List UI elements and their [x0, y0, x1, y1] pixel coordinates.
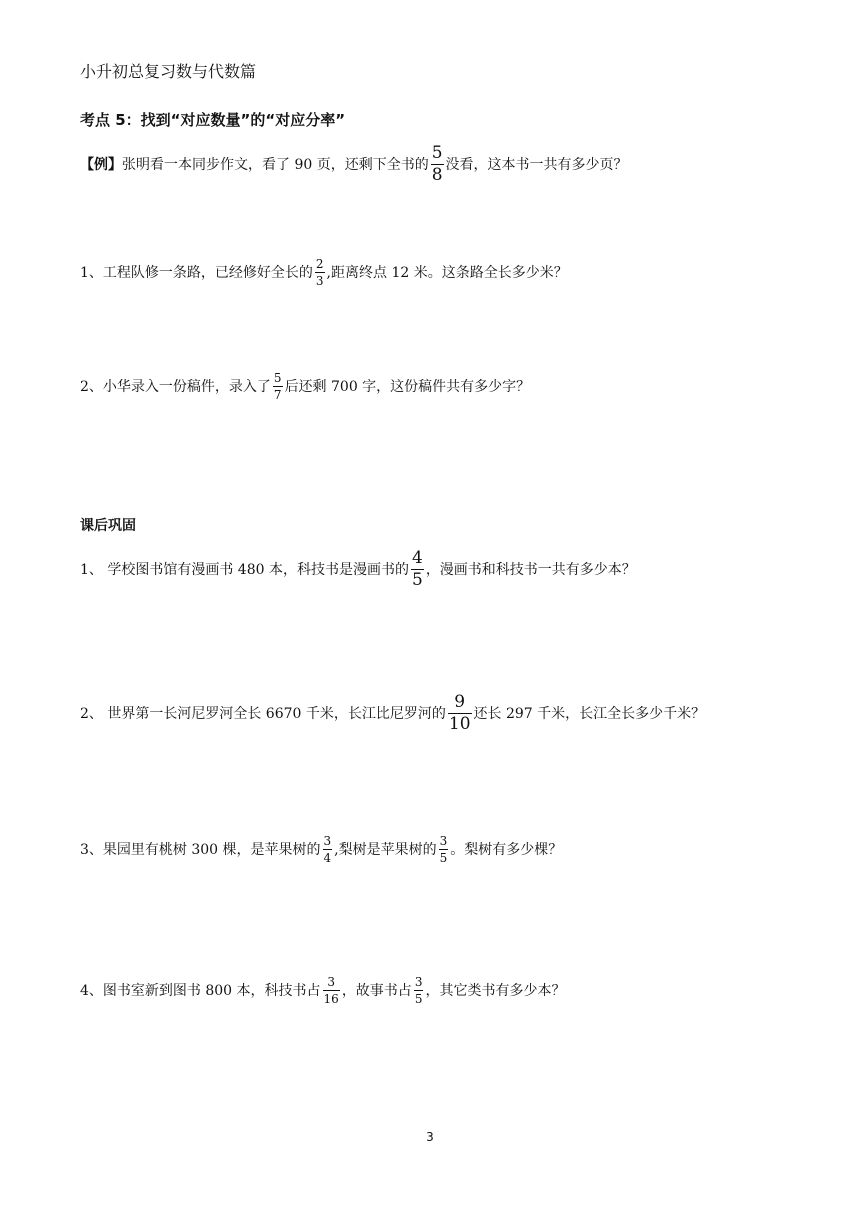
- topic-title: 考点 5：找到“对应数量”的“对应分率”: [80, 111, 346, 129]
- question-text-before: 2、小华录入一份稿件，录入了: [80, 378, 271, 395]
- fraction-numerator: 3: [439, 834, 448, 848]
- question-text-before: 3、果园里有桃树 300 棵，是苹果树的: [80, 841, 321, 858]
- fraction-numerator: 5: [273, 371, 282, 385]
- fraction: [323, 976, 340, 1005]
- fraction-denominator: 16: [323, 992, 339, 1006]
- document-header: 小升初总复习数与代数篇: [80, 62, 257, 81]
- question-text-after: ，其它类书有多少本？: [425, 982, 566, 999]
- homework-question-4: [80, 976, 565, 1005]
- fraction-denominator: 8: [431, 165, 443, 185]
- fraction-numerator: 9: [454, 692, 466, 712]
- question-text-middle: ,梨树是苹果树的: [334, 841, 437, 858]
- fraction-numerator: 3: [323, 834, 332, 848]
- fraction-denominator: 3: [315, 274, 324, 288]
- fraction-numerator: 3: [327, 975, 335, 989]
- fraction-denominator: 5: [411, 570, 423, 590]
- page-number: 3: [426, 1130, 434, 1144]
- example-tag: 【例】: [80, 156, 122, 173]
- fraction-denominator: 10: [448, 714, 471, 734]
- fraction: [315, 258, 325, 287]
- question-text-after: 后还剩 700 字，这份稿件共有多少字？: [284, 378, 531, 395]
- question-text-before: 4、图书室新到图书 800 本，科技书占: [80, 982, 321, 999]
- homework-question-1: [80, 550, 636, 589]
- question-text-after: 还长 297 千米，长江全长多少千米？: [473, 705, 706, 722]
- fraction: [273, 372, 283, 401]
- question-text-before: 1、 学校图书馆有漫画书 480 本，科技书是漫画书的: [80, 561, 409, 578]
- section-title: 课后巩固: [80, 518, 136, 534]
- fraction: [323, 835, 333, 864]
- question-text-after: ,距离终点 12 米。这条路全长多少米？: [326, 264, 568, 281]
- fraction: [414, 976, 424, 1005]
- fraction: [431, 145, 444, 184]
- question-text-before: 2、 世界第一长河尼罗河全长 6670 千米，长江比尼罗河的: [80, 705, 446, 722]
- fraction-numerator: 5: [431, 143, 443, 163]
- question-text-after: 。梨树有多少棵？: [450, 841, 563, 858]
- question-text-middle: ，故事书占: [341, 982, 412, 999]
- fraction-denominator: 5: [439, 851, 448, 865]
- fraction: [439, 835, 449, 864]
- question-text-before: 1、工程队修一条路，已经修好全长的: [80, 264, 313, 281]
- fraction-denominator: 4: [323, 851, 332, 865]
- example-question: [80, 145, 628, 184]
- question-text-after: ，漫画书和科技书一共有多少本？: [425, 561, 636, 578]
- homework-question-2: [80, 694, 705, 733]
- fraction-numerator: 3: [414, 975, 423, 989]
- fraction-denominator: 7: [273, 388, 282, 402]
- fraction-denominator: 5: [414, 992, 423, 1006]
- question-1: [80, 258, 568, 287]
- example-text-before: 张明看一本同步作文，看了 90 页，还剩下全书的: [122, 156, 429, 173]
- homework-question-3: [80, 835, 562, 864]
- example-text-after: 没看，这本书一共有多少页？: [445, 156, 628, 173]
- fraction: [411, 550, 424, 589]
- question-2: [80, 372, 530, 401]
- fraction: [448, 694, 472, 733]
- fraction-numerator: 4: [411, 548, 423, 568]
- fraction-numerator: 2: [315, 257, 324, 271]
